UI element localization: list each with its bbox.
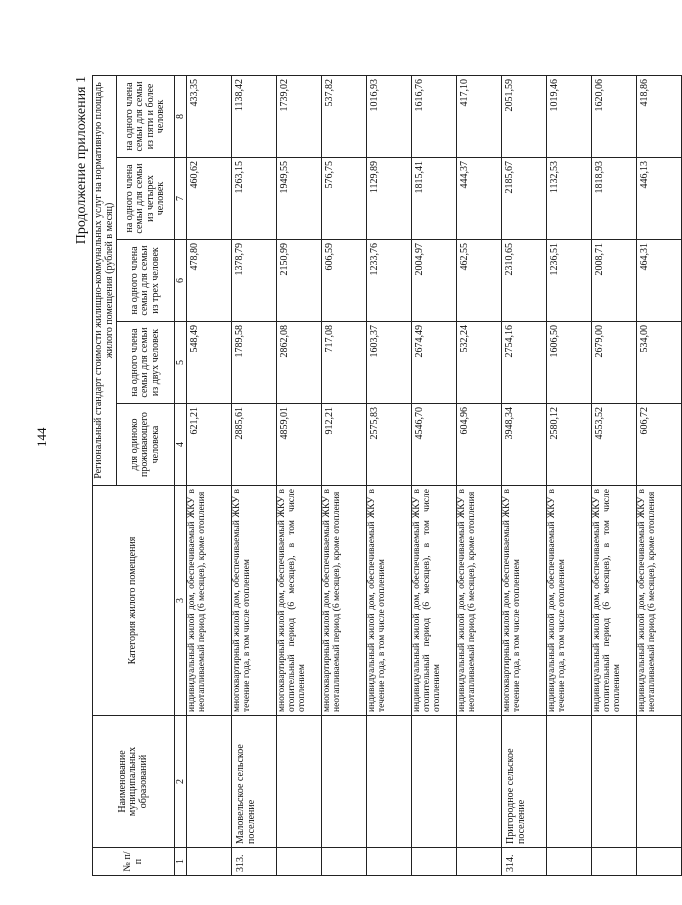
row-number: 313.	[232, 848, 277, 876]
page-number: 144	[34, 427, 49, 447]
value-family-2: 1789,58	[232, 322, 277, 404]
col-number: 5	[175, 322, 187, 404]
municipality-name	[277, 716, 322, 848]
value-single: 621,21	[187, 404, 232, 486]
value-single: 4553,52	[592, 404, 637, 486]
table-row	[232, 75, 277, 875]
value-single: 2580,12	[547, 404, 592, 486]
standards-table	[92, 75, 682, 876]
value-family-5plus: 1019,46	[547, 75, 592, 157]
value-family-2: 1606,50	[547, 322, 592, 404]
row-number	[367, 848, 412, 876]
table-row	[187, 75, 232, 875]
table-row	[502, 75, 547, 875]
value-family-2: 2674,49	[412, 322, 457, 404]
value-family-4: 1129,89	[367, 158, 412, 240]
value-family-5plus: 1138,42	[232, 75, 277, 157]
value-family-3: 2150,99	[277, 240, 322, 322]
table-row	[412, 75, 457, 875]
housing-category: многоквартирный жилой дом, обеспечиваемый ЖКУ в течение года, в том числе отоплением	[502, 486, 547, 716]
value-family-3: 2004,97	[412, 240, 457, 322]
value-single: 606,72	[637, 404, 682, 486]
value-family-3: 1236,51	[547, 240, 592, 322]
header-sub-4: на одного члена семьи для семьи из четырех человек	[117, 158, 175, 240]
value-family-4: 576,75	[322, 158, 367, 240]
header-municipality: Наименование муниципальных образований	[93, 716, 175, 848]
col-number: 1	[175, 848, 187, 876]
value-family-4: 444,37	[457, 158, 502, 240]
value-single: 2575,83	[367, 404, 412, 486]
col-number: 4	[175, 404, 187, 486]
col-number: 7	[175, 158, 187, 240]
value-family-5plus: 1620,06	[592, 75, 637, 157]
value-family-4: 1263,15	[232, 158, 277, 240]
row-number	[187, 848, 232, 876]
housing-category: индивидуальный жилой дом, обеспечиваемый ЖКУ в течение года, в том числе отоплением	[367, 486, 412, 716]
value-family-2: 1603,37	[367, 322, 412, 404]
value-family-4: 1818,93	[592, 158, 637, 240]
col-number: 2	[175, 716, 187, 848]
document-page	[72, 76, 682, 876]
header-sub-3: на одного члена семьи для семьи из трех человек	[117, 240, 175, 322]
row-number	[457, 848, 502, 876]
value-family-4: 1949,55	[277, 158, 322, 240]
header-category: Категория жилого помещения	[93, 486, 175, 716]
value-single: 3948,34	[502, 404, 547, 486]
municipality-name: Пригородное сельское поселение	[502, 716, 547, 848]
table-row	[592, 75, 637, 875]
value-single: 604,96	[457, 404, 502, 486]
value-single: 2885,61	[232, 404, 277, 486]
value-single: 912,21	[322, 404, 367, 486]
value-family-5plus: 2051,59	[502, 75, 547, 157]
value-family-3: 462,55	[457, 240, 502, 322]
row-number	[637, 848, 682, 876]
municipality-name	[637, 716, 682, 848]
row-number	[322, 848, 367, 876]
value-family-2: 2862,08	[277, 322, 322, 404]
col-number: 8	[175, 75, 187, 157]
value-family-2: 717,08	[322, 322, 367, 404]
table-row	[322, 75, 367, 875]
col-number: 6	[175, 240, 187, 322]
header-standard: Региональный стандарт стоимости жилищно-коммунальных услуг на нормативную площадь жилого помещения (рублей в месяц)	[93, 75, 117, 485]
table-row	[547, 75, 592, 875]
header-sub-5: на одного члена семьи для семьи из пяти и более человек	[117, 75, 175, 157]
value-single: 4859,01	[277, 404, 322, 486]
housing-category: индивидуальный жилой дом, обеспечиваемый ЖКУ в течение года, в том числе отоплением	[547, 486, 592, 716]
appendix-label: Продолжение приложения 1	[74, 76, 89, 245]
table-row	[637, 75, 682, 875]
value-family-3: 2310,65	[502, 240, 547, 322]
value-family-2: 2679,00	[592, 322, 637, 404]
value-family-5plus: 433,35	[187, 75, 232, 157]
table-row	[457, 75, 502, 875]
value-family-2: 534,00	[637, 322, 682, 404]
municipality-name	[187, 716, 232, 848]
row-number	[547, 848, 592, 876]
value-family-5plus: 537,82	[322, 75, 367, 157]
housing-category: многоквартирный жилой дом, обеспечиваемый ЖКУ в течение года, в том числе отоплением	[232, 486, 277, 716]
value-single: 4546,70	[412, 404, 457, 486]
municipality-name	[592, 716, 637, 848]
row-number	[277, 848, 322, 876]
municipality-name	[412, 716, 457, 848]
table-row	[367, 75, 412, 875]
value-family-4: 446,13	[637, 158, 682, 240]
housing-category: индивидуальный жилой дом, обеспечиваемый ЖКУ в отопительный период (6 месяцев), в том числе отоплением	[412, 486, 457, 716]
value-family-3: 606,59	[322, 240, 367, 322]
housing-category: индивидуальный жилой дом, обеспечиваемый ЖКУ в неотапливаемый период (6 месяцев), кроме отопления	[457, 486, 502, 716]
value-family-3: 464,31	[637, 240, 682, 322]
value-family-4: 1815,41	[412, 158, 457, 240]
value-family-4: 1132,53	[547, 158, 592, 240]
value-family-5plus: 418,86	[637, 75, 682, 157]
value-family-5plus: 1739,02	[277, 75, 322, 157]
value-family-3: 478,80	[187, 240, 232, 322]
municipality-name	[547, 716, 592, 848]
value-family-4: 2185,67	[502, 158, 547, 240]
housing-category: индивидуальный жилой дом, обеспечиваемый ЖКУ в отопительный период (6 месяцев), в том числе отоплением	[592, 486, 637, 716]
value-family-4: 460,62	[187, 158, 232, 240]
value-family-5plus: 417,10	[457, 75, 502, 157]
housing-category: многоквартирный жилой дом, обеспечиваемый ЖКУ в отопительный период (6 месяцев), в том числе отоплением	[277, 486, 322, 716]
value-family-3: 1378,79	[232, 240, 277, 322]
value-family-3: 2008,71	[592, 240, 637, 322]
value-family-2: 548,49	[187, 322, 232, 404]
housing-category: индивидуальный жилой дом, обеспечиваемый ЖКУ в неотапливаемый период (6 месяцев), кроме отопления	[637, 486, 682, 716]
municipality-name	[457, 716, 502, 848]
header-sub-1: для одиноко проживающего человека	[117, 404, 175, 486]
housing-category: индивидуальный жилой дом, обеспечиваемый ЖКУ в неотапливаемый период (6 месяцев), кроме отопления	[187, 486, 232, 716]
header-no: № п/п	[93, 848, 175, 876]
row-number: 314.	[502, 848, 547, 876]
municipality-name	[367, 716, 412, 848]
value-family-2: 532,24	[457, 322, 502, 404]
table-row	[277, 75, 322, 875]
col-number: 3	[175, 486, 187, 716]
value-family-2: 2754,16	[502, 322, 547, 404]
municipality-name	[322, 716, 367, 848]
housing-category: многоквартирный жилой дом, обеспечиваемый ЖКУ в неотапливаемый период (6 месяцев), кроме отопления	[322, 486, 367, 716]
municipality-name: Маловельское сельское поселение	[232, 716, 277, 848]
row-number	[592, 848, 637, 876]
header-sub-2: на одного члена семьи для семьи из двух человек	[117, 322, 175, 404]
value-family-3: 1233,76	[367, 240, 412, 322]
value-family-5plus: 1616,76	[412, 75, 457, 157]
row-number	[412, 848, 457, 876]
value-family-5plus: 1016,93	[367, 75, 412, 157]
